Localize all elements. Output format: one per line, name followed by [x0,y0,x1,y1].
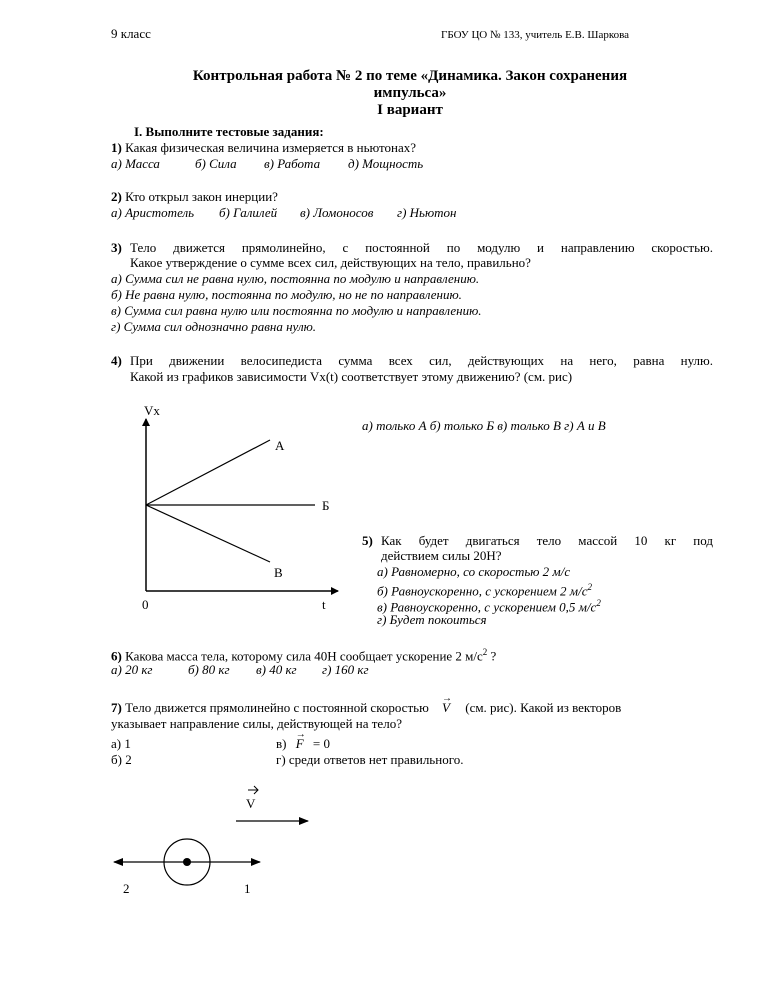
figure-v-label: V [246,796,256,811]
q1-question [111,140,416,155]
q1-text: Какая физическая величина измеряется в ньютонах? [125,140,417,155]
line-a-label: А [275,438,285,453]
q7-option-c-suffix: = 0 [312,736,331,751]
q2-option-c: в) Ломоносов [300,205,374,220]
q7-option-d: г) среди ответов нет правильного. [276,752,464,767]
q5-number: 5) [362,533,373,548]
vector-arrow-icon: → [295,729,306,740]
vx-t-graph [100,395,350,625]
q5-option-a: а) Равномерно, со скоростью 2 м/с [377,564,571,579]
q1-number: 1) [111,140,122,155]
q5-option-c-sup: 2 [596,598,601,608]
q2-option-d: г) Ньютон [397,205,457,220]
vector-arrow-icon: → [442,693,453,704]
page-title-line2: импульса» [373,85,447,101]
q1-option-b: б) Сила [195,156,237,171]
q7-text-line2: указывает направление силы, действующей на тело? [111,716,402,731]
force-vector-figure [100,780,340,900]
graph-line-a [146,440,270,505]
q3-option-c: в) Сумма сил равна нулю или постоянна по модулю и направлению. [111,303,482,318]
y-axis-label: Vx [144,403,160,418]
q7-number: 7) [111,700,122,715]
q6-option-c: в) 40 кг [256,662,297,677]
header-school: ГБОУ ЦО № 133, учитель Е.В. Шаркова [441,29,630,41]
q2-option-b: б) Галилей [219,205,278,220]
header-grade: 9 класс [111,26,151,41]
x-axis-label: t [322,597,326,612]
q7-option-c [276,729,331,751]
figure-v-arrow-icon [248,786,258,794]
q7-question-line1 [111,693,622,715]
vector-1-label: 1 [244,881,251,896]
q7-vector-v [442,693,453,715]
q6-sup: 2 [482,647,488,657]
q4-text-line2: Какой из графиков зависимости Vx(t) соответствует этому движению? (см. рис) [130,369,573,384]
q7-vector-v-letter: V [442,700,450,715]
q5-text-line1: Как будет двигаться тело массой 10 кг под [381,533,713,548]
variant-label: I вариант [377,102,443,118]
q1-option-a: а) Масса [111,156,160,171]
origin-label: 0 [142,597,149,612]
q2-question [111,189,278,204]
q4-text-line1: При движении велосипедиста сумма всех сил, действующих на него, равна нулю. [130,353,713,368]
q7-vector-f [295,729,306,751]
q6-option-a: а) 20 кг [111,662,153,677]
q3-text-line2: Какое утверждение о сумме всех сил, действующих на тело, правильно? [130,255,531,270]
q7-text-a: Тело движется прямолинейно с постоянной скоростью [125,700,429,715]
q6-question [111,645,496,663]
q6-tail: ? [487,648,497,664]
q5-option-b-text: б) Равноускоренно, с ускорением 2 м/с [377,583,588,599]
q3-option-a: а) Сумма сил не равна нулю, постоянна по модулю и направлению. [111,271,480,286]
line-b-label: Б [322,498,330,513]
q4-number: 4) [111,353,122,368]
q5-option-c-text: в) Равноускоренно, с ускорением 0,5 м/с [377,599,597,615]
q6-text: Какова масса тела, которому сила 40Н сообщает ускорение 2 м/с [125,648,483,664]
q7-option-b: б) 2 [111,752,132,767]
q2-text: Кто открыл закон инерции? [125,189,278,204]
q5-text-line2: действием силы 20Н? [381,548,502,563]
q6-option-d: г) 160 кг [322,662,369,677]
q1-option-d: д) Мощность [348,156,424,171]
line-v-label: В [274,565,283,580]
q5-option-d: г) Будет покоиться [377,612,487,627]
q4-answers: а) только А б) только Б в) только В г) А и В [362,418,606,433]
graph-line-v [146,505,270,562]
q3-text-line1: Тело движется прямолинейно, с постоянной по модулю и направлению скоростью. [130,240,713,255]
q6-number: 6) [111,648,122,664]
q1-option-c: в) Работа [264,156,321,171]
q6-option-b: б) 80 кг [188,662,230,677]
q3-option-b: б) Не равна нулю, постоянна по модулю, но не по направлению. [111,287,462,302]
q5-option-b-sup: 2 [587,582,592,592]
q7-option-a: а) 1 [111,736,131,751]
page-title-line1: Контрольная работа № 2 по теме «Динамика. Закон сохранения [192,68,628,84]
q7-vector-f-letter: F [295,736,304,751]
q2-number: 2) [111,189,122,204]
q7-text-b: (см. рис). Какой из векторов [465,700,622,715]
q2-option-a: а) Аристотель [111,205,195,220]
section-heading: I. Выполните тестовые задания: [134,124,324,139]
q3-number: 3) [111,240,122,255]
vector-2-label: 2 [123,881,130,896]
q3-option-d: г) Сумма сил однозначно равна нулю. [111,319,317,334]
q7-option-c-prefix: в) [276,736,287,751]
